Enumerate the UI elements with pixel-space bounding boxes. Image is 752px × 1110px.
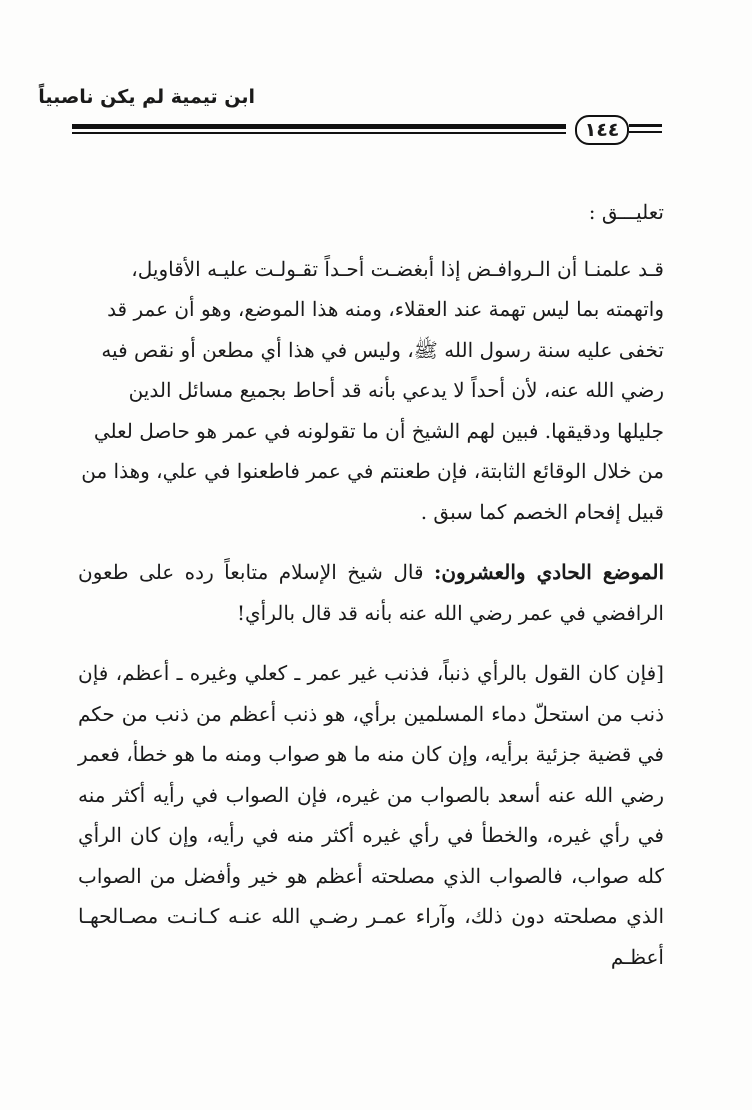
header-rule-thin <box>72 132 566 134</box>
header-rule-right <box>629 124 662 127</box>
commentary-paragraph: قـد علمنـا أن الـروافـض إذا أبغضـت أحـداً تقـولـت عليـه الأقاويل، واتهمته بما ليس تهمة عند العقلاء، ومنه هذا الموضع، وهو أن عمر قد تخفى عليه سنة رسول الله ﷺ، وليس في هذا أي مطعن أو نقص فيه رضي الله عنه، لأن أحداً لا يدعي بأنه قد أحاط بجميع مسائل الدين جليلها ودقيقها. فبين لهم الشيخ أن ما تقولونه في عمر هو حاصل لعلي من خلال الوقائع الثابتة، فإن طعنتم في عمر فاطعنوا في علي، وهذا من قبيل إفحام الخصم كما سبق . <box>81 256 664 524</box>
position-text: قال شيخ الإسلام متابعاً رده على طعون الرافضي في عمر رضي الله عنه بأنه قد قال بالرأي! <box>78 560 664 625</box>
page-body <box>78 192 664 977</box>
quote-paragraph: [فإن كان القول بالرأي ذنباً، فذنب غير عمر ـ كعلي وغيره ـ أعظم، فإن ذنب من استحلّ دماء المسلمين برأي، هو ذنب أعظم من ذنب من حكم في قضية جزئية برأيه، وإن كان منه ما هو صواب ومنه ما هو خطأ، فعمر رضي الله عنه أسعد بالصواب من غيره، فإن الصواب في رأيه أكثر منه في رأي غيره، والخطأ في رأي غيره أكثر منه في رأيه، وإن كان الرأي كله صواب، فالصواب الذي مصلحته أعظم هو خير وأفضل من الصواب الذي مصلحته دون ذلك، وآراء عمـر رضـي الله عنـه كـانـت مصـالحهـا أعظـم <box>78 661 664 969</box>
section-heading: تعليـــق : <box>588 200 664 224</box>
header-rule-right-thin <box>629 131 662 133</box>
running-title: ابن تيمية لم يكن ناصبياً <box>38 86 255 108</box>
position-label: الموضع الحادي والعشرون: <box>433 560 664 584</box>
page-number: ١٤٤ <box>575 115 629 145</box>
page-header <box>0 0 752 150</box>
position-paragraph <box>78 552 664 633</box>
header-rule-thick <box>72 124 566 129</box>
